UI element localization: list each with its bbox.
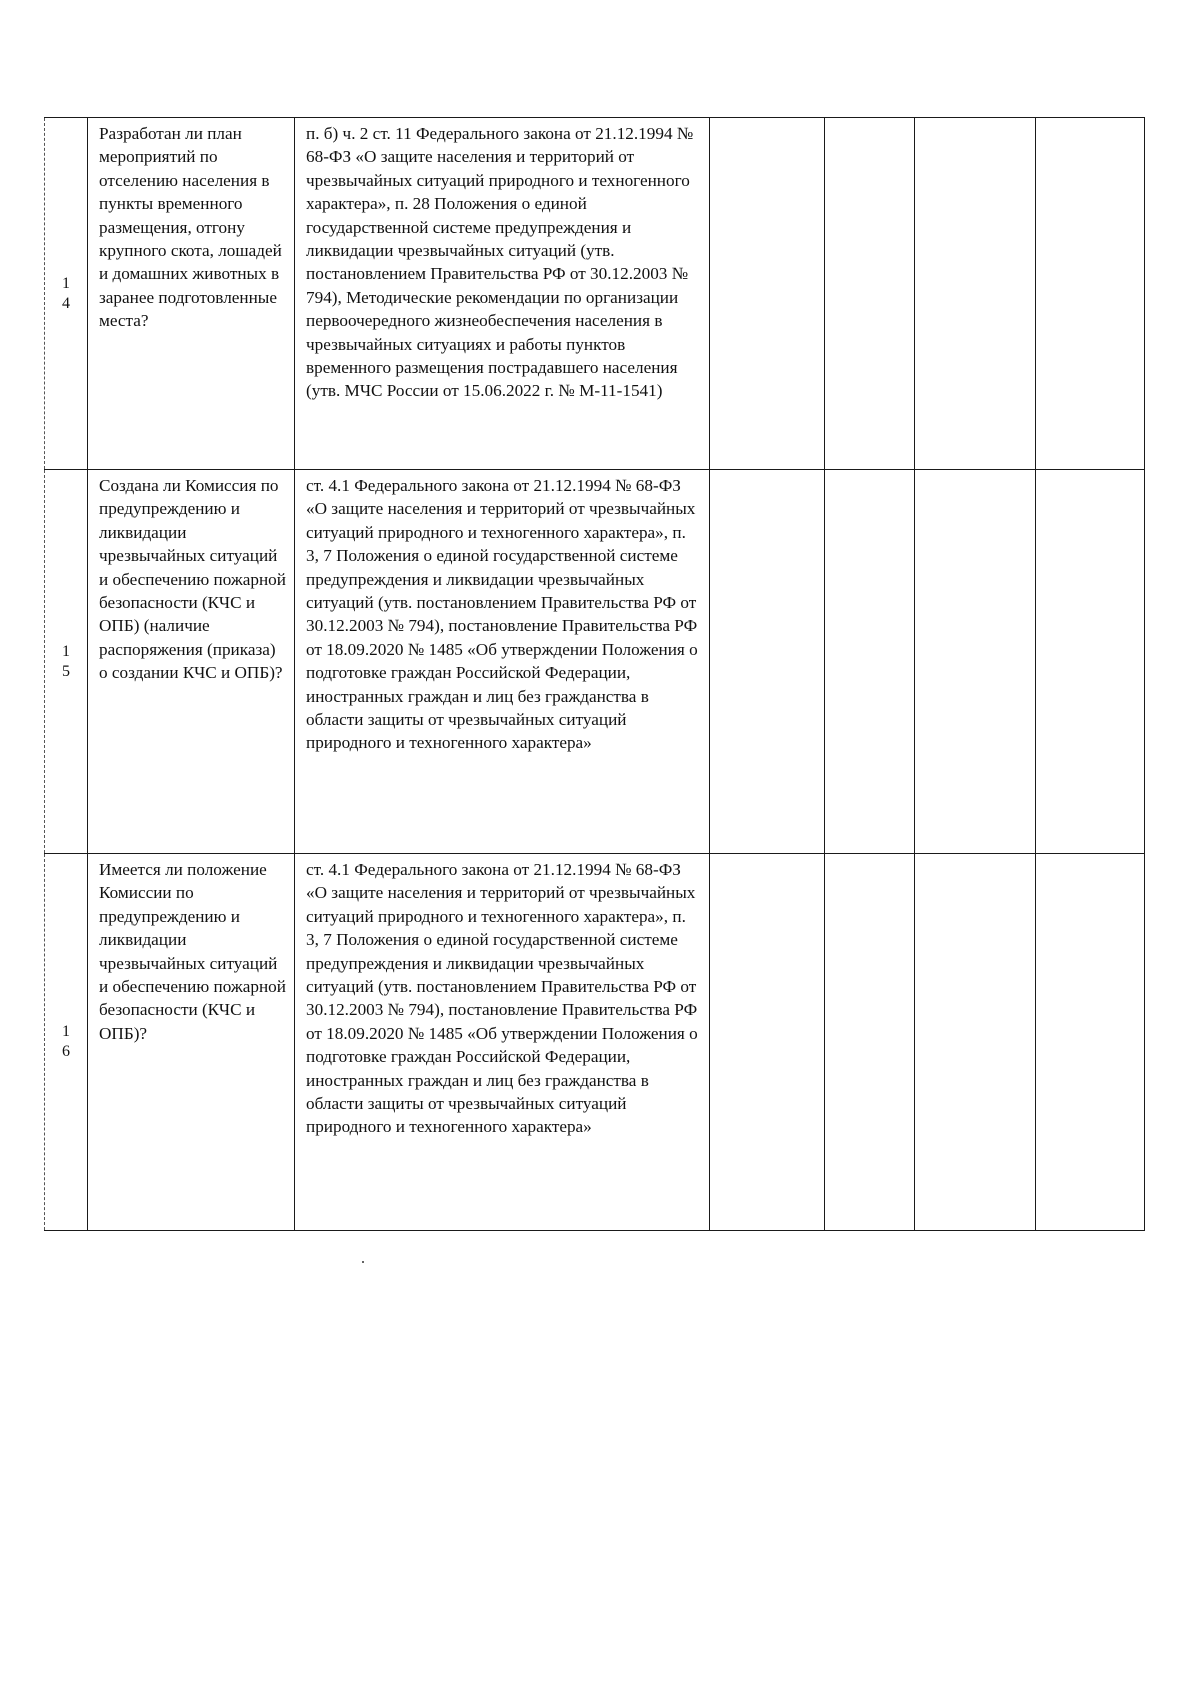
answer-cell-not-applicable bbox=[915, 118, 1036, 470]
question-text: Разработан ли план мероприятий по отселению населения в пункты временного размещения, отгону крупного скота, лошадей и домашних животных в заранее подготовленные места? bbox=[99, 124, 282, 331]
answer-cell-yes bbox=[710, 118, 825, 470]
answer-cell-no bbox=[825, 854, 915, 1231]
question-cell bbox=[88, 470, 295, 854]
row-number: 16 bbox=[62, 1023, 70, 1060]
table-row bbox=[45, 118, 1145, 470]
question-cell bbox=[88, 854, 295, 1231]
legal-basis-text: ст. 4.1 Федерального закона от 21.12.1994 № 68-ФЗ «О защите населения и территорий от чрезвычайных ситуаций природного и техногенного характера», п. 3, 7 Положения о единой государственной системе предупреждения и ликвидации чрезвычайных ситуаций (утв. постановлением Правительства РФ от 30.12.2003 № 794), постановление Правительства РФ от 18.09.2020 № 1485 «Об утверждении Положения о подготовке граждан Российской Федерации, иностранных граждан и лиц без гражданства в области защиты от чрезвычайных ситуаций природного и техногенного характера» bbox=[306, 476, 698, 753]
legal-basis-cell bbox=[295, 854, 710, 1231]
comment-cell bbox=[1036, 118, 1145, 470]
answer-cell-not-applicable bbox=[915, 470, 1036, 854]
answer-cell-no bbox=[825, 118, 915, 470]
row-number-cell bbox=[45, 854, 88, 1231]
row-number: 15 bbox=[62, 642, 70, 680]
row-number-cell bbox=[45, 470, 88, 854]
comment-cell bbox=[1036, 470, 1145, 854]
checklist-table bbox=[44, 117, 1145, 1231]
question-cell bbox=[88, 118, 295, 470]
table-row bbox=[45, 854, 1145, 1231]
legal-basis-text: п. б) ч. 2 ст. 11 Федерального закона от 21.12.1994 № 68-ФЗ «О защите населения и территорий от чрезвычайных ситуаций природного и техногенного характера», п. 28 Положения о единой государственной системе предупреждения и ликвидации чрезвычайных ситуаций (утв. постановлением Правительства РФ от 30.12.2003 № 794), Методические рекомендации по организации первоочередного жизнеобеспечения населения в чрезвычайных ситуациях и работы пунктов временного размещения пострадавшего населения (утв. МЧС России от 15.06.2022 г. № М-11-1541) bbox=[306, 124, 694, 401]
answer-cell-not-applicable bbox=[915, 854, 1036, 1231]
answer-cell-no bbox=[825, 470, 915, 854]
answer-cell-yes bbox=[710, 854, 825, 1231]
table-row bbox=[45, 470, 1145, 854]
row-number: 14 bbox=[62, 274, 70, 312]
legal-basis-text: ст. 4.1 Федерального закона от 21.12.1994 № 68-ФЗ «О защите населения и территорий от чрезвычайных ситуаций природного и техногенного характера», п. 3, 7 Положения о единой государственной системе предупреждения и ликвидации чрезвычайных ситуаций (утв. постановлением Правительства РФ от 30.12.2003 № 794), постановление Правительства РФ от 18.09.2020 № 1485 «Об утверждении Положения о подготовке граждан Российской Федерации, иностранных граждан и лиц без гражданства в области защиты от чрезвычайных ситуаций природного и техногенного характера» bbox=[306, 860, 698, 1137]
scan-speck bbox=[362, 1261, 364, 1263]
row-number-cell bbox=[45, 118, 88, 470]
legal-basis-cell bbox=[295, 118, 710, 470]
answer-cell-yes bbox=[710, 470, 825, 854]
legal-basis-cell bbox=[295, 470, 710, 854]
question-text: Имеется ли положение Комиссии по предупреждению и ликвидации чрезвычайных ситуаций и обеспечению пожарной безопасности (КЧС и ОПБ)? bbox=[99, 860, 286, 1043]
question-text: Создана ли Комиссия по предупреждению и ликвидации чрезвычайных ситуаций и обеспечению пожарной безопасности (КЧС и ОПБ) (наличие распоряжения (приказа) о создании КЧС и ОПБ)? bbox=[99, 476, 286, 683]
comment-cell bbox=[1036, 854, 1145, 1231]
